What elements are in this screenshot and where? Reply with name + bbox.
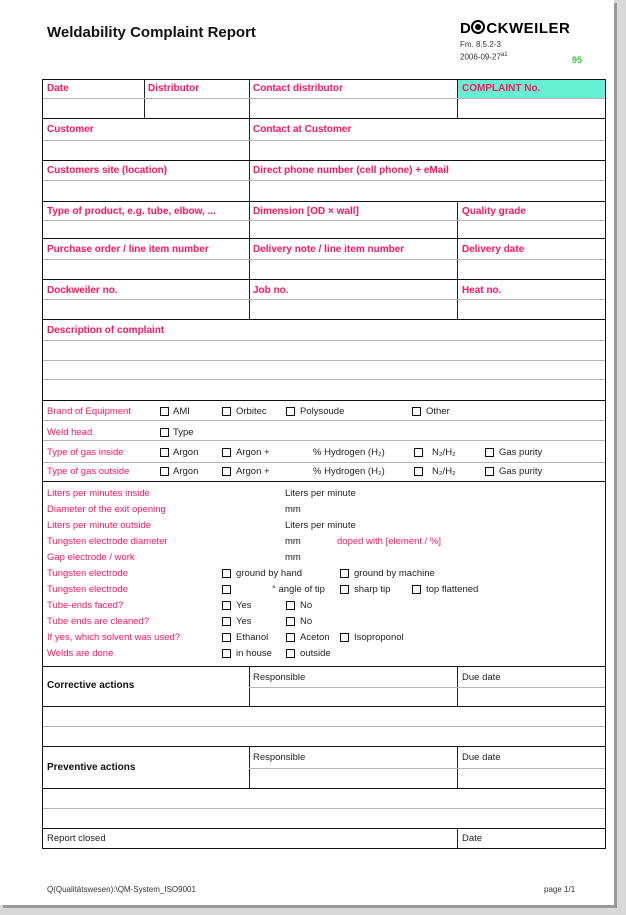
direct-phone-label: Direct phone number (cell phone) + eMail: [253, 165, 449, 176]
angle-tip-text: ° angle of tip: [272, 584, 325, 595]
gas-inside-n2h2-checkbox[interactable]: [414, 448, 423, 457]
cleaned-yes-checkbox[interactable]: [222, 617, 231, 626]
gas-outside-argon-text: Argon: [173, 466, 199, 477]
liters-inside-unit: Liters per minute: [285, 488, 356, 499]
sharp-tip-checkbox[interactable]: [340, 585, 349, 594]
form-revision: 95: [572, 55, 583, 65]
page-title: Weldability Complaint Report: [47, 24, 256, 41]
tungsten-diameter-unit: mm: [285, 536, 301, 547]
gas-inside-purity-text: Gas purity: [499, 447, 543, 458]
footer-page: page 1/1: [544, 885, 576, 894]
top-flattened-text: top flattened: [426, 584, 479, 595]
angle-tip-checkbox[interactable]: [222, 585, 231, 594]
gas-outside-purity-text: Gas purity: [499, 466, 543, 477]
contact-customer-label: Contact at Customer: [253, 124, 352, 135]
ground-hand-text: ground by hand: [236, 568, 303, 579]
tungsten-tip-label: Tungsten electrode: [47, 584, 128, 595]
faced-no-checkbox[interactable]: [286, 601, 295, 610]
faced-yes-checkbox[interactable]: [222, 601, 231, 610]
report-closed-label: Report closed: [47, 833, 106, 844]
doped-with-label: doped with [element / %]: [337, 536, 442, 547]
gas-outside-n2h2-text: N₂/H₂: [432, 466, 456, 477]
brand-polysoude-checkbox[interactable]: [286, 407, 295, 416]
gas-outside-hydrogen-text: % Hydrogen (H₂): [313, 466, 385, 477]
job-no-label: Job no.: [253, 285, 289, 296]
delivery-date-label: Delivery date: [462, 244, 525, 255]
weld-head-label: Weld head: [47, 427, 93, 438]
gas-inside-argon-checkbox[interactable]: [160, 448, 169, 457]
gas-outside-argon-checkbox[interactable]: [160, 467, 169, 476]
form-code: Fm. 8.5.2-3 $2006-09-27^{a1}$: [460, 40, 508, 62]
gas-outside-purity-checkbox[interactable]: [485, 467, 494, 476]
brand-other-text: Other: [426, 406, 450, 417]
in-house-checkbox[interactable]: [222, 649, 231, 658]
brand-orbitec-checkbox[interactable]: [222, 407, 231, 416]
gas-outside-label: Type of gas outside: [47, 466, 130, 477]
ethanol-checkbox[interactable]: [222, 633, 231, 642]
tube-cleaned-label: Tube ends are cleaned?: [47, 616, 150, 627]
tungsten-diameter-label: Tungsten electrode diameter: [47, 536, 168, 547]
dockweiler-no-label: Dockweiler no.: [47, 285, 118, 296]
outside-text: outside: [300, 648, 331, 659]
corrective-responsible-label: Responsible: [253, 672, 306, 683]
gas-inside-hydrogen-text: % Hydrogen (H₂): [313, 447, 385, 458]
in-house-text: in house: [236, 648, 272, 659]
customer-label: Customer: [47, 124, 94, 135]
brand-polysoude-text: Polysoude: [300, 406, 345, 417]
ground-machine-text: ground by machine: [354, 568, 435, 579]
liters-outside-unit: Liters per minute: [285, 520, 356, 531]
gas-inside-n2h2-text: N₂/H₂: [432, 447, 456, 458]
report-closed-date-label: Date: [462, 833, 483, 844]
purchase-order-label: Purchase order / line item number: [47, 244, 209, 255]
contact-distributor-label: Contact distributor: [253, 83, 343, 94]
cleaned-yes-text: Yes: [236, 616, 252, 627]
gas-inside-purity-checkbox[interactable]: [485, 448, 494, 457]
isoproponol-checkbox[interactable]: [340, 633, 349, 642]
outside-checkbox[interactable]: [286, 649, 295, 658]
gas-inside-argon-text: Argon: [173, 447, 199, 458]
brand-ami-text: AMI: [173, 406, 190, 417]
gas-inside-argon-plus-checkbox[interactable]: [222, 448, 231, 457]
isoproponol-text: Isoproponol: [354, 632, 404, 643]
gap-unit: mm: [285, 552, 301, 563]
weld-head-type-text: Type: [173, 427, 194, 438]
footer-path: Q(Qualitätswesen):\QM-System_ISO9001: [47, 885, 196, 894]
aceton-checkbox[interactable]: [286, 633, 295, 642]
preventive-actions-label: Preventive actions: [47, 762, 136, 773]
solvent-label: If yes, which solvent was used?: [47, 632, 181, 643]
dockweiler-logo: D CKWEILER: [460, 20, 571, 37]
sharp-tip-text: sharp tip: [354, 584, 391, 595]
type-product-label: Type of product, e.g. tube, elbow, ...: [47, 206, 216, 217]
diameter-exit-unit: mm: [285, 504, 301, 515]
cleaned-no-text: No: [300, 616, 313, 627]
faced-yes-text: Yes: [236, 600, 252, 611]
weld-head-type-checkbox[interactable]: [160, 428, 169, 437]
preventive-responsible-label: Responsible: [253, 752, 306, 763]
brand-ami-checkbox[interactable]: [160, 407, 169, 416]
corrective-due-date-label: Due date: [462, 672, 501, 683]
gas-outside-n2h2-checkbox[interactable]: [414, 467, 423, 476]
tungsten-ground-label: Tungsten electrode: [47, 568, 128, 579]
preventive-due-date-label: Due date: [462, 752, 501, 763]
dimension-label: Dimension [OD × wall]: [253, 206, 359, 217]
brand-label: Brand of Equipment: [47, 406, 131, 417]
aceton-text: Aceton: [300, 632, 330, 643]
top-flattened-checkbox[interactable]: [412, 585, 421, 594]
tube-faced-label: Tube-ends faced?: [47, 600, 124, 611]
distributor-label: Distributor: [148, 83, 200, 94]
brand-orbitec-text: Orbitec: [236, 406, 267, 417]
cleaned-no-checkbox[interactable]: [286, 617, 295, 626]
description-label: Description of complaint: [47, 325, 165, 336]
gas-inside-argon-plus-text: Argon +: [236, 447, 270, 458]
faced-no-text: No: [300, 600, 313, 611]
ground-machine-checkbox[interactable]: [340, 569, 349, 578]
ground-hand-checkbox[interactable]: [222, 569, 231, 578]
logo-ring-icon: [471, 20, 485, 34]
gas-inside-label: Type of gas inside: [47, 447, 124, 458]
heat-no-label: Heat no.: [462, 285, 502, 296]
liters-outside-label: Liters per minute outside: [47, 520, 152, 531]
gas-outside-argon-plus-text: Argon +: [236, 466, 270, 477]
customer-site-label: Customers site (location): [47, 165, 168, 176]
corrective-actions-label: Corrective actions: [47, 680, 135, 691]
form-frame: [42, 79, 606, 849]
delivery-note-label: Delivery note / line item number: [253, 244, 405, 255]
ethanol-text: Ethanol: [236, 632, 269, 643]
date-label: Date: [47, 83, 69, 94]
gas-outside-argon-plus-checkbox[interactable]: [222, 467, 231, 476]
liters-inside-label: Liters per minutes inside: [47, 488, 150, 499]
gap-label: Gap electrode / work: [47, 552, 135, 563]
brand-other-checkbox[interactable]: [412, 407, 421, 416]
quality-grade-label: Quality grade: [462, 206, 526, 217]
welds-done-label: Welds are done: [47, 648, 114, 659]
diameter-exit-label: Diameter of the exit opening: [47, 504, 166, 515]
complaint-no-label: COMPLAINT No.: [462, 83, 541, 94]
